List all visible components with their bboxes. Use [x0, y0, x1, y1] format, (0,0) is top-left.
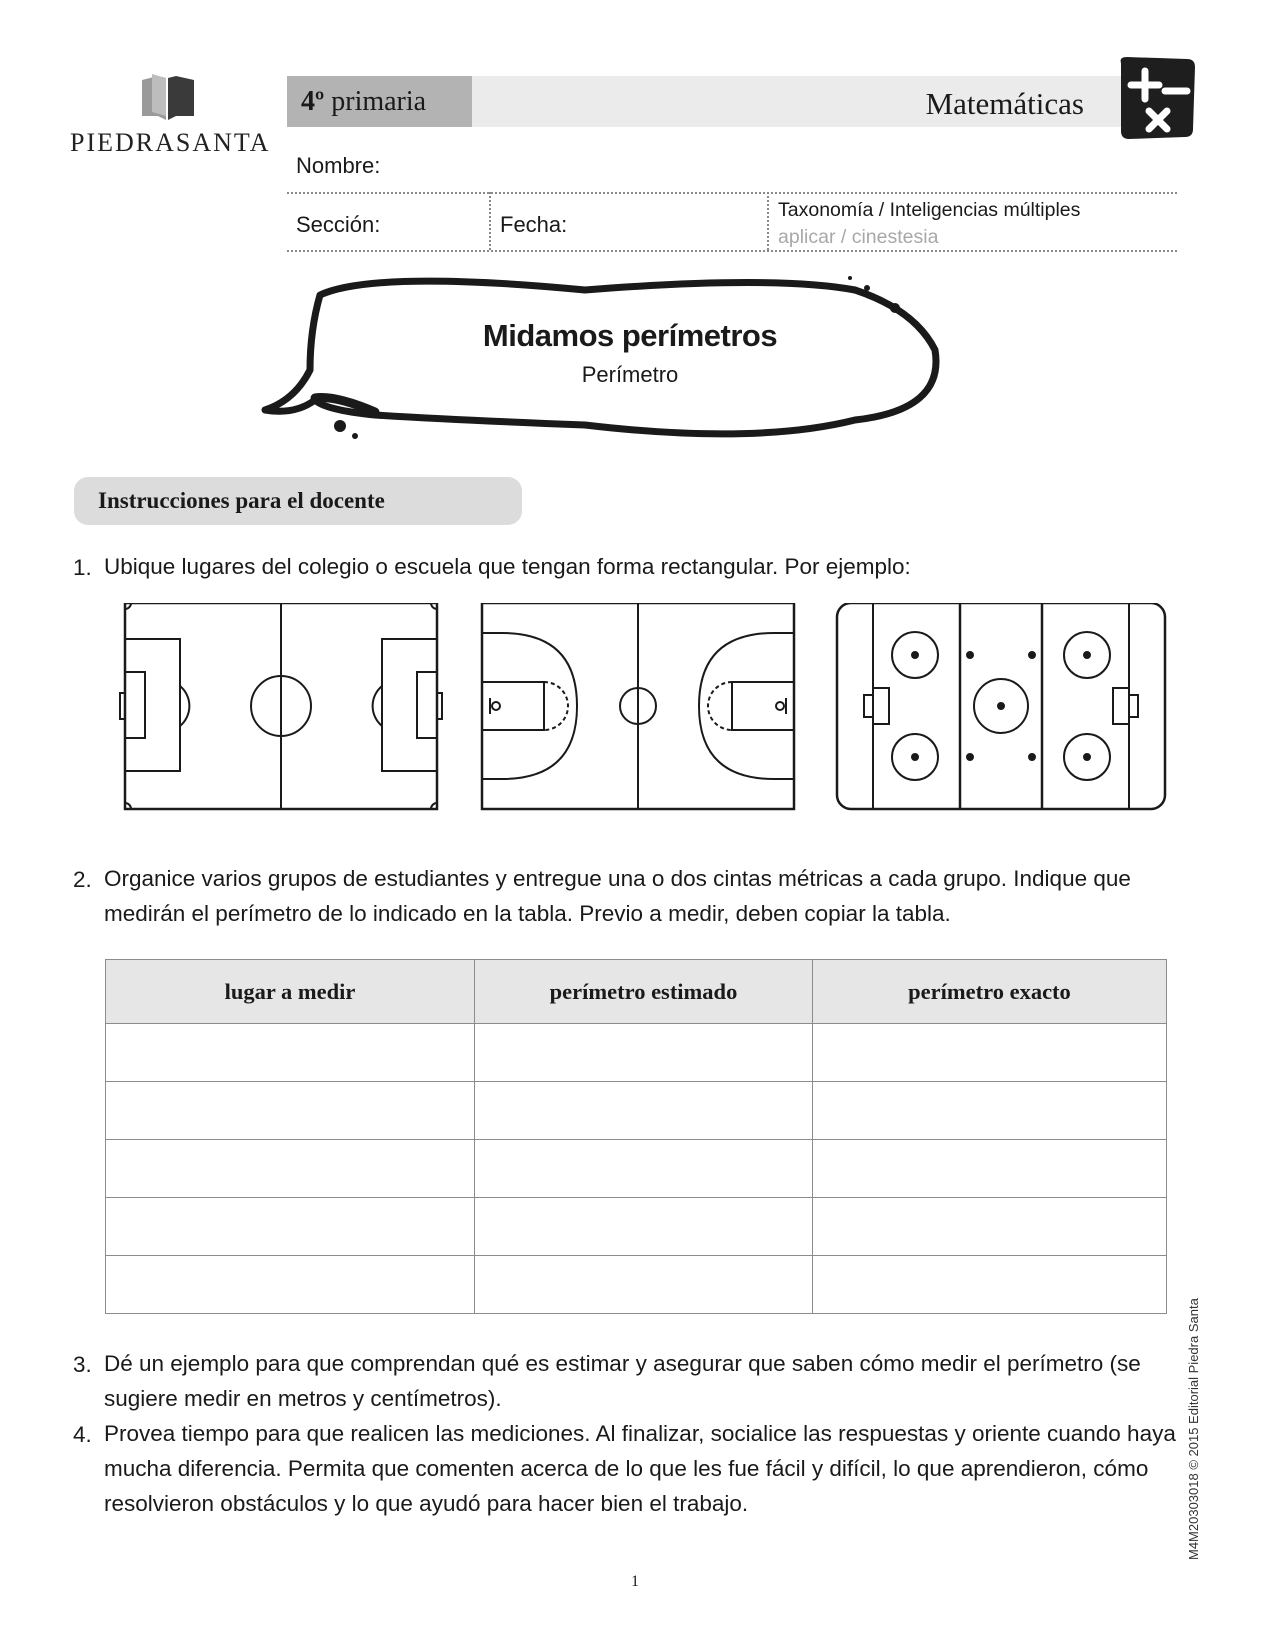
table-row: [106, 1256, 1167, 1314]
item-number: 3.: [73, 1352, 92, 1377]
instruction-item: Ubique lugares del colegio o escuela que tengan forma rectangular. Por ejemplo:: [104, 554, 911, 579]
table-cell: [475, 1082, 813, 1140]
table-cell: [813, 1256, 1167, 1314]
instruction-item: Organice varios grupos de estudiantes y entregue una o dos cintas métricas a cada grupo. Indique que medirán el perímetro de lo indicado en la tabla. Previo a medir, deben copiar la tabla.: [104, 866, 1131, 926]
table-row: [106, 1140, 1167, 1198]
table-cell: [475, 1256, 813, 1314]
table-cell: [813, 1082, 1167, 1140]
hockey-rink-icon: [837, 603, 1165, 809]
title-speech-bubble: [255, 270, 955, 450]
basketball-court-icon: [482, 603, 794, 809]
grade-word: primaria: [331, 86, 427, 117]
column-header: lugar a medir: [106, 960, 475, 1024]
table-cell: [475, 1024, 813, 1082]
taxonomy-title: Taxonomía / Inteligencias múltiples: [778, 199, 1081, 221]
table-cell: [813, 1198, 1167, 1256]
measurement-table: [105, 959, 1167, 1314]
plus-minus-times-icon: [1115, 55, 1196, 141]
table-cell: [106, 1256, 475, 1314]
name-field-label: Nombre:: [296, 153, 381, 178]
table-cell: [106, 1024, 475, 1082]
table-row: [106, 1198, 1167, 1256]
field-illustrations: [115, 603, 1185, 833]
table-row: [106, 1082, 1167, 1140]
page-subtitle: Perímetro: [581, 362, 679, 387]
column-header: perímetro estimado: [475, 960, 813, 1024]
section-field-label: Sección:: [296, 212, 381, 237]
table-cell: [106, 1198, 475, 1256]
instruction-item: Provea tiempo para que realicen las mediciones. Al finalizar, socialice las respuestas y oriente cuando haya mucha diferencia. Permita que comenten acerca de lo que les fue fácil y difícil, lo que aprendieron, cómo resolvieron obstáculos y lo que ayudó para hacer bien el trabajo.: [104, 1421, 1176, 1516]
taxonomy-value: aplicar / cinestesia: [778, 226, 939, 248]
item-number: 4.: [73, 1422, 92, 1447]
divider: [489, 192, 491, 250]
item-number: 2.: [73, 867, 92, 892]
publisher-logo: [70, 72, 271, 162]
divider: [287, 192, 1177, 194]
logo-text: PIEDRASANTA: [70, 128, 271, 157]
divider: [767, 192, 769, 250]
item-number: 1.: [73, 555, 92, 580]
copyright-sidebar: M4M20303018 © 2015 Editorial Piedra Santa: [1186, 1298, 1201, 1560]
table-header-row: [106, 960, 1167, 1024]
instruction-item: Dé un ejemplo para que comprendan qué es estimar y asegurar que saben cómo medir el perímetro (se sugiere medir en metros y centímetros).: [104, 1351, 1141, 1411]
table-row: [106, 1024, 1167, 1082]
book-icon: [140, 72, 196, 122]
table-cell: [106, 1140, 475, 1198]
date-field-label: Fecha:: [500, 212, 568, 237]
table-cell: [106, 1082, 475, 1140]
column-header: perímetro exacto: [813, 960, 1167, 1024]
page-title: Midamos perímetros: [482, 318, 778, 353]
grade-number: 4º: [301, 86, 325, 117]
instructions-header: Instrucciones para el docente: [98, 488, 385, 513]
page-number: 1: [631, 1573, 639, 1590]
soccer-field-icon: [120, 603, 442, 809]
table-cell: [813, 1024, 1167, 1082]
subject-label: Matemáticas: [925, 86, 1084, 121]
divider: [287, 250, 1177, 252]
table-cell: [813, 1140, 1167, 1198]
table-cell: [475, 1198, 813, 1256]
grade-badge: [287, 76, 472, 127]
table-cell: [475, 1140, 813, 1198]
